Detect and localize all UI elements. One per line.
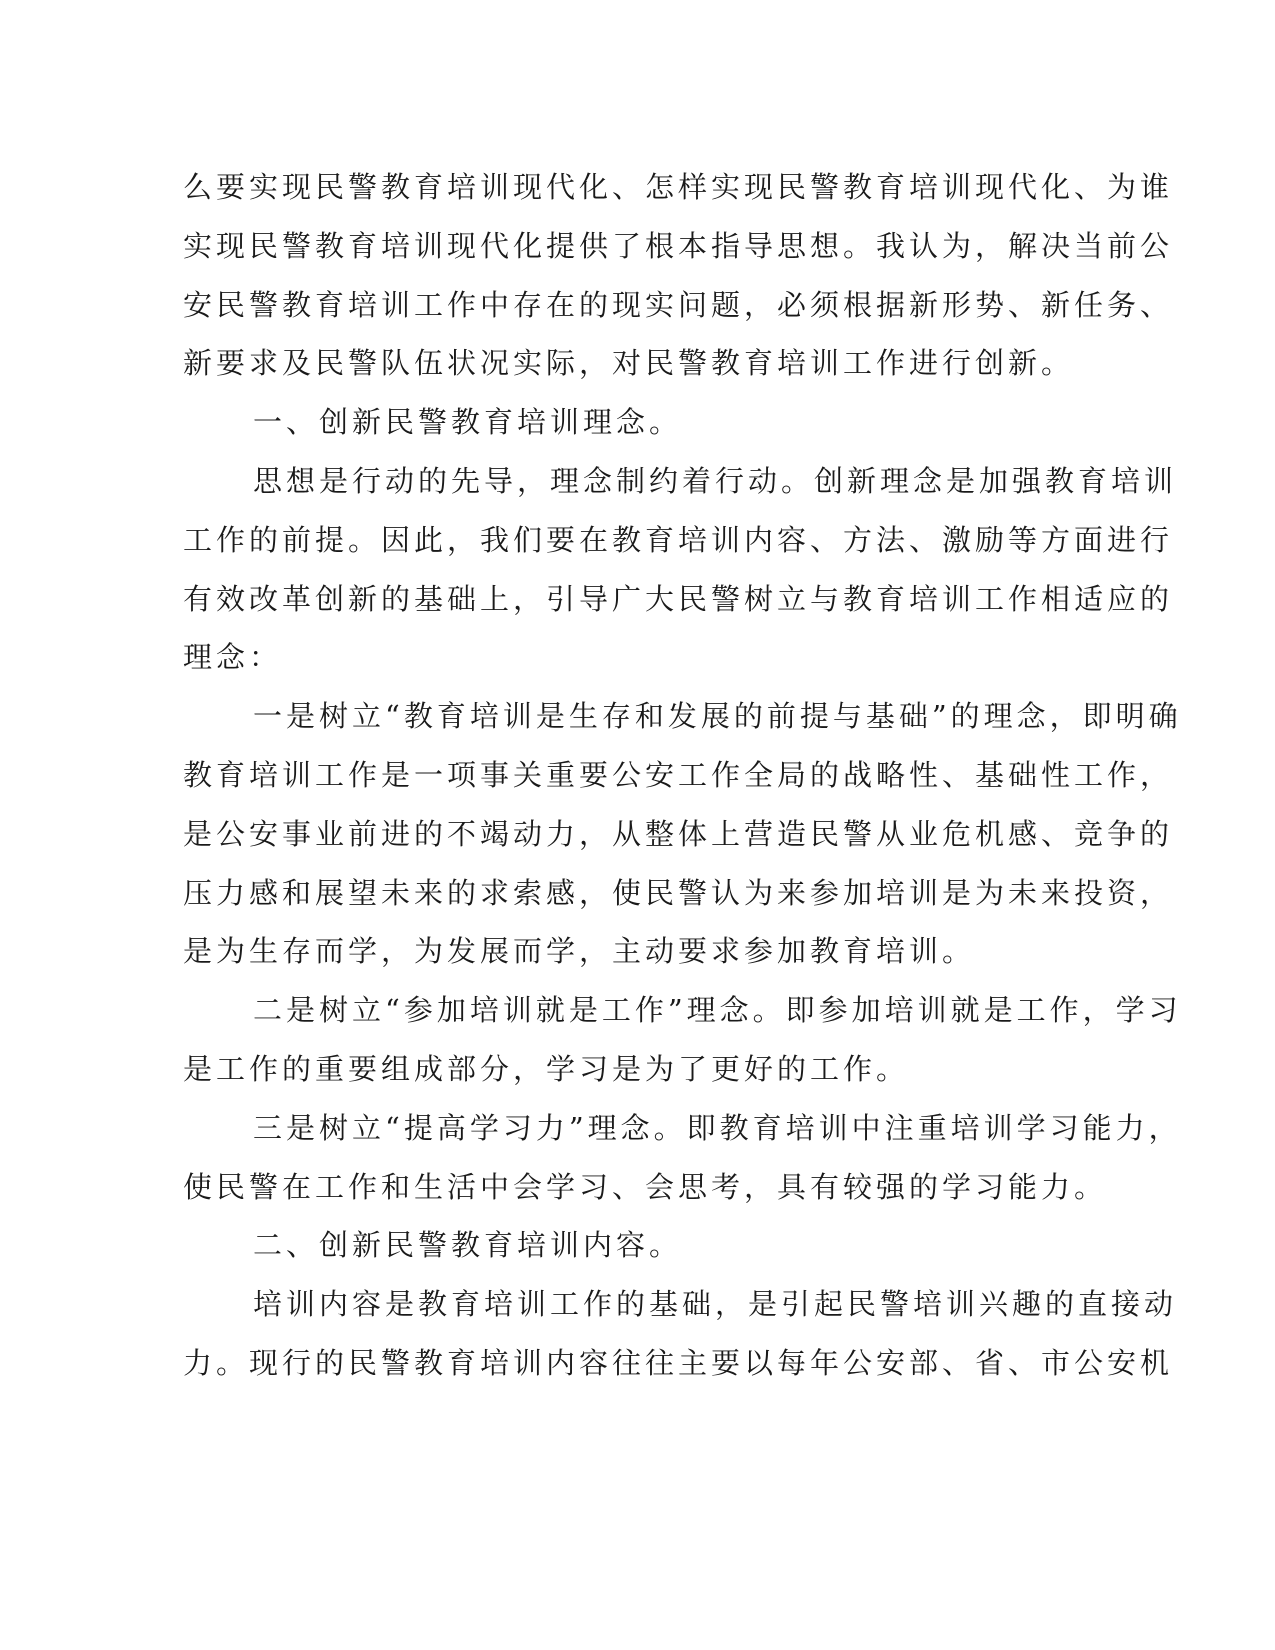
text-line: 使民警在工作和生活中会学习、会思考，具有较强的学习能力。 bbox=[183, 1169, 1108, 1204]
text-line: 工作的前提。因此，我们要在教育培训内容、方法、激励等方面进行 bbox=[183, 522, 1174, 557]
text-line: 么要实现民警教育培训现代化、怎样实现民警教育培训现代化、为谁 bbox=[183, 170, 1174, 204]
text-line: 二是树立“参加培训就是工作”理念。即参加培训就是工作，学习 bbox=[253, 993, 1182, 1028]
text-line: 培训内容是教育培训工作的基础，是引起民警培训兴趣的直接动 bbox=[253, 1287, 1178, 1322]
text-line: 新要求及民警队伍状况实际，对民警教育培训工作进行创新。 bbox=[183, 346, 1075, 381]
text-line: 力。现行的民警教育培训内容往往主要以每年公安部、省、市公安机 bbox=[183, 1345, 1174, 1380]
text-line: 实现民警教育培训现代化提供了根本指导思想。我认为，解决当前公 bbox=[183, 228, 1174, 263]
section-heading: 一、创新民警教育培训理念。 bbox=[253, 405, 683, 440]
text-line: 安民警教育培训工作中存在的现实问题，必须根据新形势、新任务、 bbox=[183, 287, 1174, 322]
text-line: 是为生存而学，为发展而学，主动要求参加教育培训。 bbox=[183, 934, 976, 969]
text-line: 是公安事业前进的不竭动力，从整体上营造民警从业危机感、竞争的 bbox=[183, 816, 1174, 851]
text-line: 压力感和展望未来的求索感，使民警认为来参加培训是为未来投资， bbox=[183, 875, 1174, 910]
text-line: 思想是行动的先导，理念制约着行动。创新理念是加强教育培训 bbox=[253, 463, 1178, 498]
text-line: 有效改革创新的基础上，引导广大民警树立与教育培训工作相适应的 bbox=[183, 581, 1174, 616]
document-body bbox=[183, 158, 1182, 1393]
text-line: 教育培训工作是一项事关重要公安工作全局的战略性、基础性工作， bbox=[183, 757, 1174, 792]
text-line: 一是树立“教育培训是生存和发展的前提与基础”的理念，即明确 bbox=[253, 699, 1182, 734]
text-line: 是工作的重要组成部分，学习是为了更好的工作。 bbox=[183, 1051, 910, 1086]
text-line: 理念： bbox=[183, 640, 283, 675]
text-line: 三是树立“提高学习力”理念。即教育培训中注重培训学习能力， bbox=[253, 1110, 1182, 1145]
section-heading: 二、创新民警教育培训内容。 bbox=[253, 1228, 683, 1263]
